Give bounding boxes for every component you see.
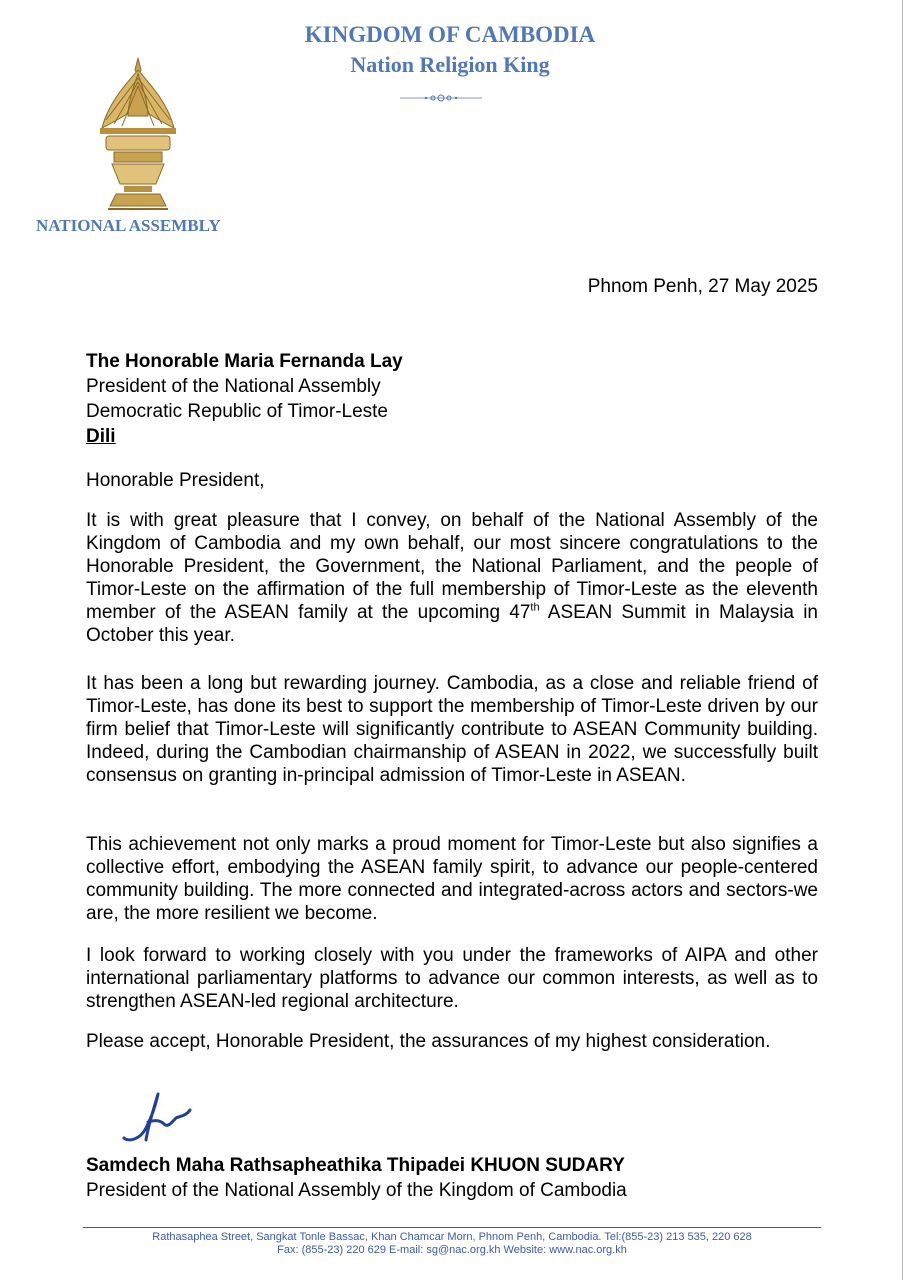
page-edge-line: [902, 0, 903, 1280]
recipient-name: The Honorable Maria Fernanda Lay: [86, 351, 403, 372]
kingdom-heading: KINGDOM OF CAMBODIA: [304, 22, 596, 47]
motto-heading: Nation Religion King: [350, 52, 550, 77]
signer-block: [86, 1153, 627, 1203]
body-paragraph-3: This achievement not only marks a proud moment for Timor-Leste but also signifies a collective effort, embodying the ASEAN family spirit, to advance our people-centered community building. The more connected and integrated-across actors and sectors-we are, the more resilient we become.: [86, 834, 818, 924]
body-paragraph-1-text: It is with great pleasure that I convey, on behalf of the National Assembly of the Kingdom of Cambodia and my own behalf, our most sincere congratulations to the Honorable President, the Government, the National Parliament, and the people of Timor-Leste on the affirmation of the full membership of Timor-Leste as the eleventh member of the ASEAN family at the upcoming 47: [86, 510, 818, 623]
ordinal-suffix: th: [530, 601, 540, 614]
national-assembly-label: NATIONAL ASSEMBLY: [36, 216, 221, 235]
letter-date: Phnom Penh, 27 May 2025: [587, 276, 818, 297]
recipient-city: Dili: [86, 426, 116, 447]
body-paragraph-2: It has been a long but rewarding journey. Cambodia, as a close and reliable friend of Timor-Leste, has done its best to support the membership of Timor-Leste driven by our firm belief that Timor-Leste will significantly contribute to ASEAN Community building. Indeed, during the Cambodian chairmanship of ASEAN in 2022, we successfully built consensus on granting in-principal admission of Timor-Leste in ASEAN.: [86, 673, 818, 786]
recipient-title: President of the National Assembly: [86, 376, 381, 397]
footer-divider: [83, 1227, 821, 1228]
body-paragraph-4: I look forward to working closely with you under the frameworks of AIPA and other international parliamentary platforms to advance our common interests, as well as to strengthen ASEAN-led regional architecture.: [86, 945, 818, 1012]
salutation: Honorable President,: [86, 470, 265, 491]
body-paragraph-1-tail: ASEAN Summit in Malaysia in October this year.: [86, 602, 818, 646]
body-paragraph-5: Please accept, Honorable President, the assurances of my highest consideration.: [86, 1031, 771, 1052]
recipient-address: [86, 349, 403, 449]
footer-contact-details: Fax: (855-23) 220 629 E-mail: sg@nac.org.kh Website: www.nac.org.kh: [277, 1244, 627, 1256]
footer-address: Rathasaphea Street, Sangkat Tonle Bassac, Khan Chamcar Morn, Phnom Penh, Cambodia. Tel:(855-23) 213 535, 220 628: [152, 1231, 752, 1243]
body-paragraph-1: [86, 509, 818, 647]
signer-title: President of the National Assembly of the Kingdom of Cambodia: [86, 1180, 627, 1201]
signer-name: Samdech Maha Rathsapheathika Thipadei KHUON SUDARY: [86, 1155, 625, 1176]
recipient-country: Democratic Republic of Timor-Leste: [86, 401, 388, 422]
footer-contact: [83, 1231, 821, 1257]
handwritten-signature-icon: [118, 1086, 208, 1146]
royal-arms-emblem-icon: [94, 56, 182, 212]
ornament-divider-icon: [400, 92, 482, 104]
